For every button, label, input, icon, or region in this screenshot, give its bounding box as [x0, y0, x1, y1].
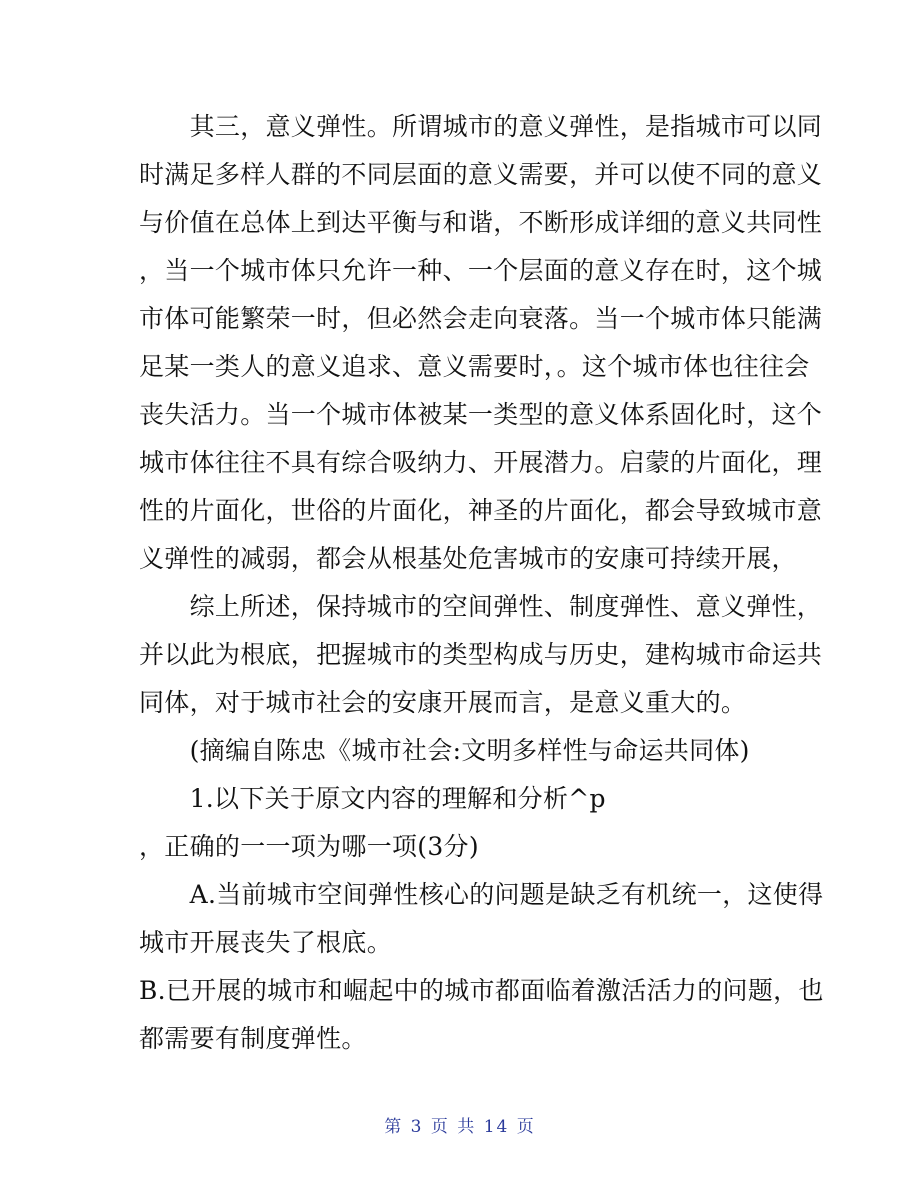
page-number-footer: 第 3 页 共 14 页 — [384, 1117, 536, 1137]
option-a-line: A.当前城市空间弹性核心的问题是缺乏有机统一，这使得 — [139, 880, 824, 909]
question-line: 1.以下关于原文内容的理解和分析^p — [139, 784, 606, 813]
option-b-line: B.已开展的城市和崛起中的城市都面临着激活活力的问题，也 — [139, 976, 824, 1005]
citation-line: (摘编自陈忠《城市社会:文明多样性与命运共同体) — [139, 736, 750, 765]
text-line: 与价值在总体上到达平衡与和谐，不断形成详细的意义共同性 — [139, 208, 823, 237]
question-line: ，正确的一一项为哪一项(3分) — [139, 832, 479, 861]
text-line: 并以此为根底，把握城市的类型构成与历史，建构城市命运共 — [139, 640, 823, 669]
text-line: 义弹性的减弱，都会从根基处危害城市的安康可持续开展， — [139, 544, 797, 573]
text-line: 市体可能繁荣一时，但必然会走向衰落。当一个城市体只能满 — [139, 304, 823, 333]
text-line: 时满足多样人群的不同层面的意义需要，并可以使不同的意义 — [139, 160, 823, 189]
text-line: 其三，意义弹性。所谓城市的意义弹性，是指城市可以同 — [139, 112, 823, 141]
text-line: 性的片面化，世俗的片面化，神圣的片面化，都会导致城市意 — [139, 496, 823, 525]
text-line: 足某一类人的意义追求、意义需要时，。这个城市体也往往会 — [139, 352, 810, 381]
text-line: ，当一个城市体只允许一种、一个层面的意义存在时，这个城 — [139, 256, 823, 285]
text-line: 综上所述，保持城市的空间弹性、制度弹性、意义弹性， — [139, 592, 823, 621]
option-a-line: 城市开展丧失了根底。 — [139, 928, 393, 957]
text-line: 同体，对于城市社会的安康开展而言，是意义重大的。 — [139, 688, 747, 717]
text-line: 丧失活力。当一个城市体被某一类型的意义体系固化时，这个 — [139, 400, 823, 429]
option-b-line: 都需要有制度弹性。 — [139, 1024, 367, 1053]
text-line: 城市体往往不具有综合吸纳力、开展潜力。启蒙的片面化，理 — [139, 448, 823, 477]
